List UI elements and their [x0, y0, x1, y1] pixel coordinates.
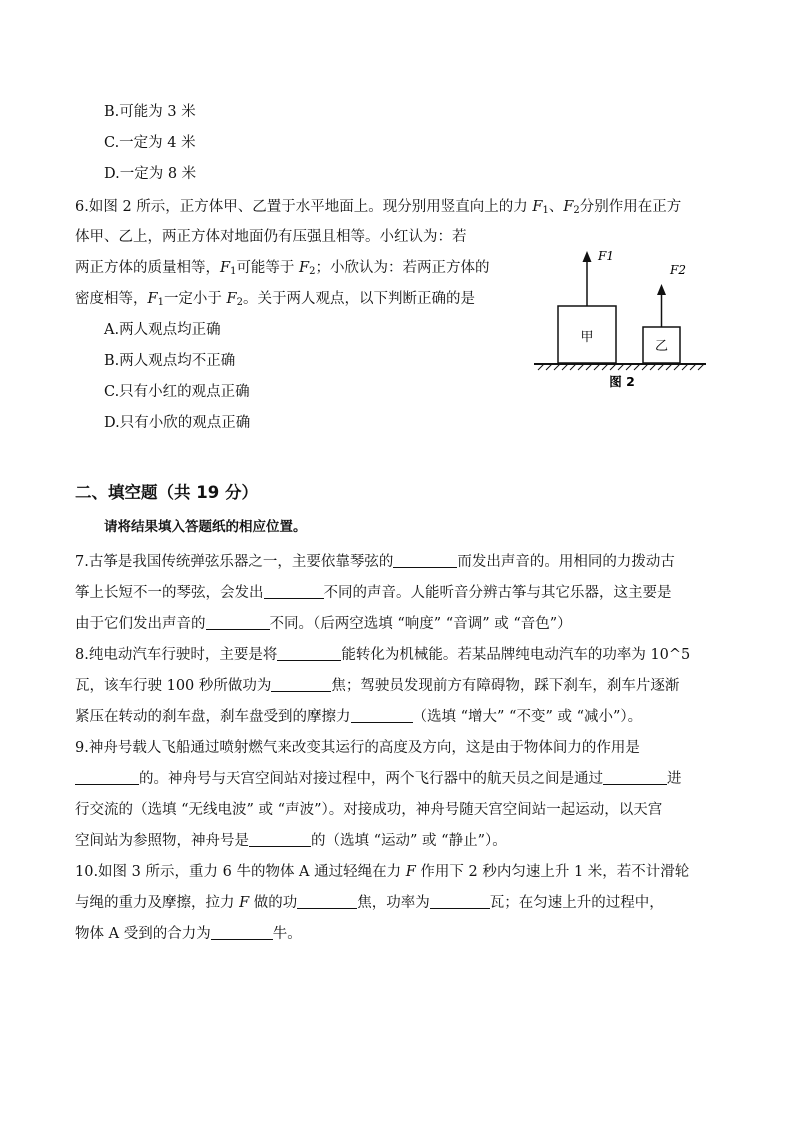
q10-blank-3[interactable]	[211, 925, 273, 940]
section-2-title: 二、填空题（共 19 分）	[75, 483, 258, 502]
label-f1: F1	[598, 249, 614, 263]
q6-option-b: B.两人观点均不正确	[104, 353, 236, 369]
q6-option-a: A.两人观点均正确	[104, 322, 221, 338]
q6-option-d: D.只有小欣的观点正确	[104, 415, 251, 431]
label-f2: F2	[670, 263, 686, 277]
q9-blank-2[interactable]	[603, 770, 667, 785]
q8-blank-3[interactable]	[351, 708, 413, 723]
q6-line-4: 密度相等，$F_1$一定小于 $F_2$。关于两人观点，以下判断正确的是	[75, 291, 475, 308]
q10-line-1: 10.如图 3 所示，重力 6 牛的物体 A 通过轻绳在力 F 作用下 2 秒内匀速上升 1 米，若不计滑轮	[75, 864, 690, 880]
section-2-instruction: 请将结果填入答题纸的相应位置。	[104, 519, 307, 535]
q9-line-4: 空间站为参照物，神舟号是 的（选填 “运动” 或 “静止”）。	[75, 833, 507, 849]
q6-line-1: 6.如图 2 所示，正方体甲、乙置于水平地面上。现分别用竖直向上的力 $F_1$、$F_2$分别作用在正方	[75, 199, 682, 216]
block-yi-label: 乙	[654, 339, 669, 354]
q10-line-3: 物体 A 受到的合力为 牛。	[75, 926, 302, 942]
q9-line-3: 行交流的（选填 “无线电波” 或 “声波”）。对接成功，神舟号随天宫空间站一起运动，以天宫	[75, 802, 663, 818]
q8-line-3: 紧压在转动的刹车盘，刹车盘受到的摩擦力 （选填 “增大” “不变” 或 “减小”）。	[75, 709, 643, 725]
q7-line-1: 7.古筝是我国传统弹弦乐器之一，主要依靠琴弦的 而发出声音的。用相同的力拨动古	[75, 554, 675, 570]
arrow-f1-head	[583, 251, 592, 262]
figure-2-caption: 图 2	[609, 374, 635, 389]
q9-line-2: 的。神舟号与天宫空间站对接过程中，两个飞行器中的航天员之间是通过 进	[75, 769, 682, 789]
q9-blank-1[interactable]	[75, 770, 139, 785]
q9-blank-3[interactable]	[249, 832, 311, 847]
q7-blank-2[interactable]	[264, 584, 324, 599]
q5-option-d: D.一定为 8 米	[104, 166, 197, 182]
q8-line-1: 8.纯电动汽车行驶时，主要是将 能转化为机械能。若某品牌纯电动汽车的功率为 10^5	[75, 647, 691, 663]
q9-line-1: 9.神舟号载人飞船通过喷射燃气来改变其运行的高度及方向，这是由于物体间力的作用是	[75, 740, 640, 756]
q6-option-c: C.只有小红的观点正确	[104, 384, 250, 400]
q8-blank-1[interactable]	[277, 646, 341, 661]
q7-line-3: 由于它们发出声音的 不同。（后两空选填 “响度” “音调” 或 “音色”）	[75, 616, 572, 632]
arrow-f2-head	[657, 284, 666, 295]
q6-line-2: 体甲、乙上，两正方体对地面仍有压强且相等。小红认为：若	[75, 229, 467, 245]
q5-option-c: C.一定为 4 米	[104, 135, 196, 151]
q5-option-b: B.可能为 3 米	[104, 104, 196, 120]
q8-line-2: 瓦，该车行驶 100 秒所做功为 焦；驾驶员发现前方有障碍物，踩下刹车，刹车片逐渐	[75, 678, 680, 694]
q8-blank-2[interactable]	[271, 677, 331, 692]
q10-blank-1[interactable]	[297, 894, 357, 909]
q7-blank-1[interactable]	[393, 553, 457, 568]
q10-line-2: 与绳的重力及摩擦，拉力 F 做的功 焦，功率为 瓦；在匀速上升的过程中，	[75, 895, 664, 911]
q10-blank-2[interactable]	[430, 894, 490, 909]
block-jia-label: 甲	[580, 330, 594, 345]
q7-line-2: 筝上长短不一的琴弦，会发出 不同的声音。人能听音分辨古筝与其它乐器，这主要是	[75, 585, 672, 601]
q7-blank-3[interactable]	[206, 615, 270, 630]
figure-2	[530, 240, 710, 390]
q6-line-3: 两正方体的质量相等，$F_1$可能等于 $F_2$；小欣认为：若两正方体的	[75, 260, 490, 277]
